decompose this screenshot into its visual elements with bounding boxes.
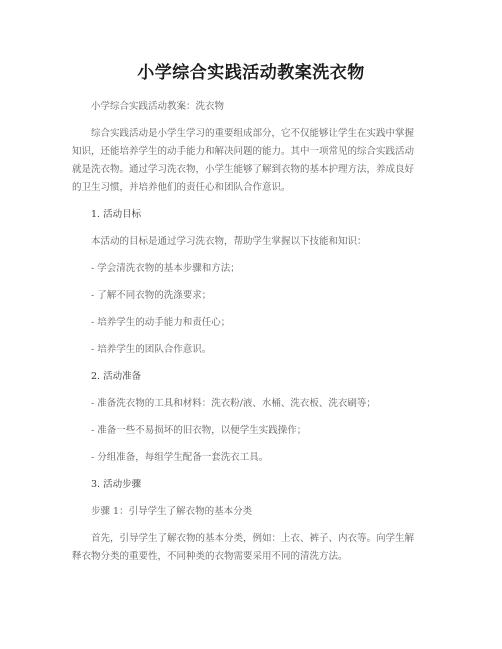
section-2-item: - 准备一些不易损坏的旧衣物，以便学生实践操作； [91,425,307,436]
section-1-item: - 培养学生的团队合作意识。 [91,344,212,355]
intro-line-4: 的卫生习惯，并培养他们的责任心和团队合作意识。 [72,182,291,193]
document-subtitle: 小学综合实践活动教案：洗衣物 [91,101,225,112]
section-2-item: - 分组准备，每组学生配备一套洗衣工具。 [91,452,269,463]
section-1-item: - 学会清洗衣物的基本步骤和方法； [91,263,240,274]
section-1-item: - 培养学生的动手能力和责任心； [91,317,231,328]
intro-line-3: 就是洗衣物。通过学习洗衣物，小学生能够了解到衣物的基本护理方法，养成良好 [72,164,415,175]
section-2-heading: 2. 活动准备 [91,371,142,382]
intro-line-1: 综合实践活动是小学生学习的重要组成部分，它不仅能够让学生在实践中掌握 [91,128,415,139]
section-2-item: - 准备洗衣物的工具和材料：洗衣粉/液、水桶、洗衣板、洗衣刷等； [91,398,376,409]
step-1-line-2: 释衣物分类的重要性，不同种类的衣物需要采用不同的清洗方法。 [72,551,348,562]
section-1-item: - 了解不同衣物的洗涤要求； [91,290,212,301]
step-1-line-1: 首先，引导学生了解衣物的基本分类，例如：上衣、裤子、内衣等。向学生解 [91,533,415,544]
section-1-heading: 1. 活动目标 [91,209,142,220]
section-1-lead: 本活动的目标是通过学习洗衣物，帮助学生掌握以下技能和知识： [91,236,367,247]
intro-line-2: 知识，还能培养学生的动手能力和解决问题的能力。其中一项常见的综合实践活动 [72,146,415,157]
section-3-heading: 3. 活动步骤 [91,479,142,490]
step-1-heading: 步骤 1：引导学生了解衣物的基本分类 [91,506,253,517]
document-title: 小学综合实践活动教案洗衣物 [137,63,365,83]
